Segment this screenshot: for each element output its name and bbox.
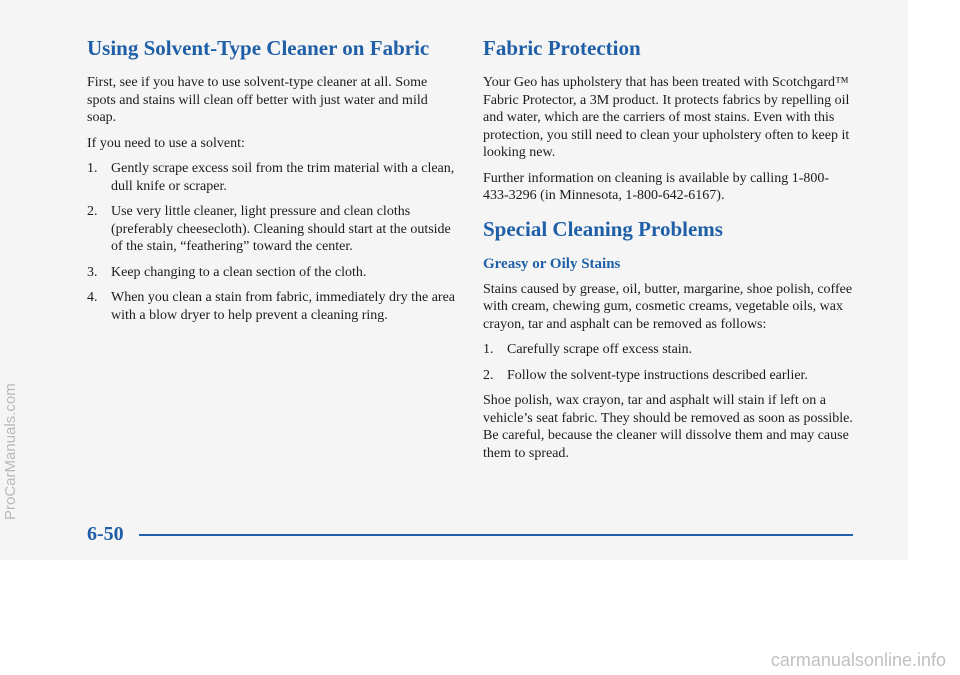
right-column [483,28,853,470]
step-number: 3. [87,264,98,280]
greasy-stains-paragraph: Stains caused by grease, oil, butter, margarine, shoe polish, coffee with cream, chewing gum, cosmetic creams, vegetable oils, wax crayon, tar and asphalt can be removed as follows: [483,281,853,332]
solvent-cleaner-heading: Using Solvent-Type Cleaner on Fabric [87,36,430,60]
step-number: 2. [483,367,494,383]
cleaning-info-paragraph: Further information on cleaning is available by calling 1-800-433-3296 (in Minnesota, 1-800-642-6167). [483,170,830,203]
step-number: 2. [87,204,98,219]
solvent-lead-in: If you need to use a solvent: [87,135,245,151]
step-number: 1. [87,161,98,176]
fabric-protection-heading: Fabric Protection [483,36,641,60]
footer-rule [139,534,853,536]
step-number: 4. [87,290,98,305]
step-text: Use very little cleaner, light pressure and clean cloths (preferably cheesecloth). Cleaning should start at the outside of the stain, “feathering” toward the center. [111,204,451,254]
special-cleaning-heading: Special Cleaning Problems [483,216,723,241]
greasy-step-1 [483,341,853,359]
solvent-step-2 [87,203,459,256]
page-footer [87,518,853,548]
side-watermark: ProCarManuals.com [2,383,19,520]
solvent-step-3 [87,264,459,282]
solvent-intro-paragraph: First, see if you have to use solvent-type cleaner at all. Some spots and stains will clean off better with just water and mild soap. [87,75,428,125]
fabric-protection-paragraph: Your Geo has upholstery that has been treated with Scotchgard™ Fabric Protector, a 3M product. It protects fabrics by repelling oil and water, which are the carriers of most stains. Even with this protection, you still need to clean your upholstery often to keep it looking new. [483,75,850,160]
step-text: Follow the solvent-type instructions described earlier. [507,367,808,383]
step-number: 1. [483,342,494,357]
greasy-step-2 [483,367,853,385]
solvent-steps-list [87,160,459,324]
page-number: 6-50 [87,523,124,545]
solvent-step-4 [87,289,459,324]
greasy-stains-subheading: Greasy or Oily Stains [483,255,621,272]
step-text: When you clean a stain from fabric, immediately dry the area with a blow dryer to help prevent a cleaning ring. [111,290,456,323]
shoe-polish-paragraph: Shoe polish, wax crayon, tar and asphalt will stain if left on a vehicle’s seat fabric. They should be removed as soon as possible. Be careful, because the cleaner will dissolve them and may cause them to spread. [483,393,853,461]
step-text: Gently scrape excess soil from the trim material with a clean, dull knife or scraper. [111,161,455,194]
step-text: Carefully scrape off excess stain. [507,342,693,357]
greasy-steps-list [483,341,853,384]
left-column [87,28,459,332]
solvent-step-1 [87,160,459,195]
bottom-watermark: carmanualsonline.info [770,650,946,670]
step-text: Keep changing to a clean section of the cloth. [111,264,367,280]
